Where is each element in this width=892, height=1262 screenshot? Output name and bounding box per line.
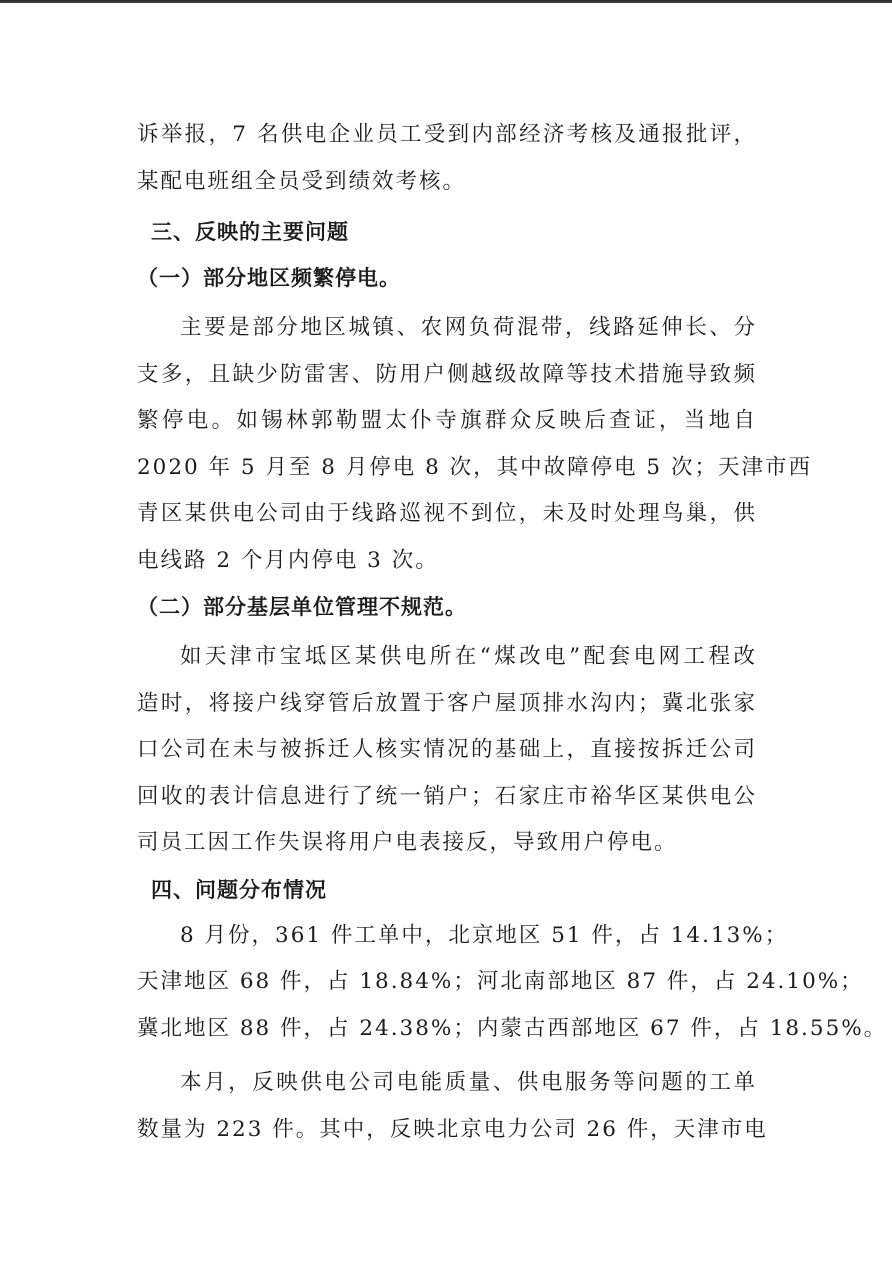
text-line: 口公司在未与被拆迁人核实情况的基础上，直接按拆迁公司: [137, 737, 757, 762]
intro-paragraph: [137, 112, 757, 205]
section-heading-4: 四、问题分布情况: [151, 877, 327, 902]
subsection-2-paragraph: [137, 634, 757, 867]
text-line: 8 月份，361 件工单中，北京地区 51 件，占 14.13%；: [180, 922, 789, 948]
text-line: 诉举报，7 名供电企业员工受到内部经济考核及通报批评，: [137, 122, 757, 147]
text-line: 数量为 223 件。其中，反映北京电力公司 26 件，天津市电: [137, 1116, 768, 1142]
section-4-paragraph-1: [137, 913, 888, 1053]
text-line: 青区某供电公司由于线路巡视不到位，未及时处理鸟巢，供: [137, 501, 757, 526]
subsection-heading-2: （二）部分基层单位管理不规范。: [137, 595, 467, 619]
section-heading-3: 三、反映的主要问题: [151, 220, 349, 244]
scan-top-edge: [0, 1, 892, 3]
text-line: 支多，且缺少防雷害、防用户侧越级故障等技术措施导致频: [137, 361, 757, 387]
text-line: 如天津市宝坻区某供电所在“煤改电”配套电网工程改: [180, 644, 757, 669]
text-line: 天津地区 68 件，占 18.84%；河北南部地区 87 件，占 24.10%；: [137, 969, 864, 994]
text-line: 本月，反映供电公司电能质量、供电服务等问题的工单: [180, 1070, 757, 1095]
text-line: 某配电班组全员受到绩效考核。: [137, 168, 467, 194]
text-line: 电线路 2 个月内停电 3 次。: [137, 547, 439, 573]
text-line: 回收的表计信息进行了统一销户；石家庄市裕华区某供电公: [137, 783, 757, 809]
section-4-paragraph-2: [137, 1060, 768, 1153]
subsection-1-paragraph: [137, 305, 812, 584]
text-line: 主要是部分地区城镇、农网负荷混带，线路延伸长、分: [180, 315, 757, 340]
text-line: 司员工因工作失误将用户电表接反，导致用户停电。: [137, 830, 678, 855]
document-body: [137, 112, 888, 1153]
text-line: 2020 年 5 月至 8 月停电 8 次，其中故障停电 5 次；天津市西: [137, 454, 812, 480]
subsection-heading-1: （一）部分地区频繁停电。: [137, 266, 401, 290]
text-line: 繁停电。如锡林郭勒盟太仆寺旗群众反映后查证，当地自: [137, 408, 757, 433]
text-line: 冀北地区 88 件，占 24.38%；内蒙古西部地区 67 件，占 18.55%。: [137, 1015, 888, 1041]
text-line: 造时，将接户线穿管后放置于客户屋顶排水沟内；冀北张家: [137, 690, 757, 716]
